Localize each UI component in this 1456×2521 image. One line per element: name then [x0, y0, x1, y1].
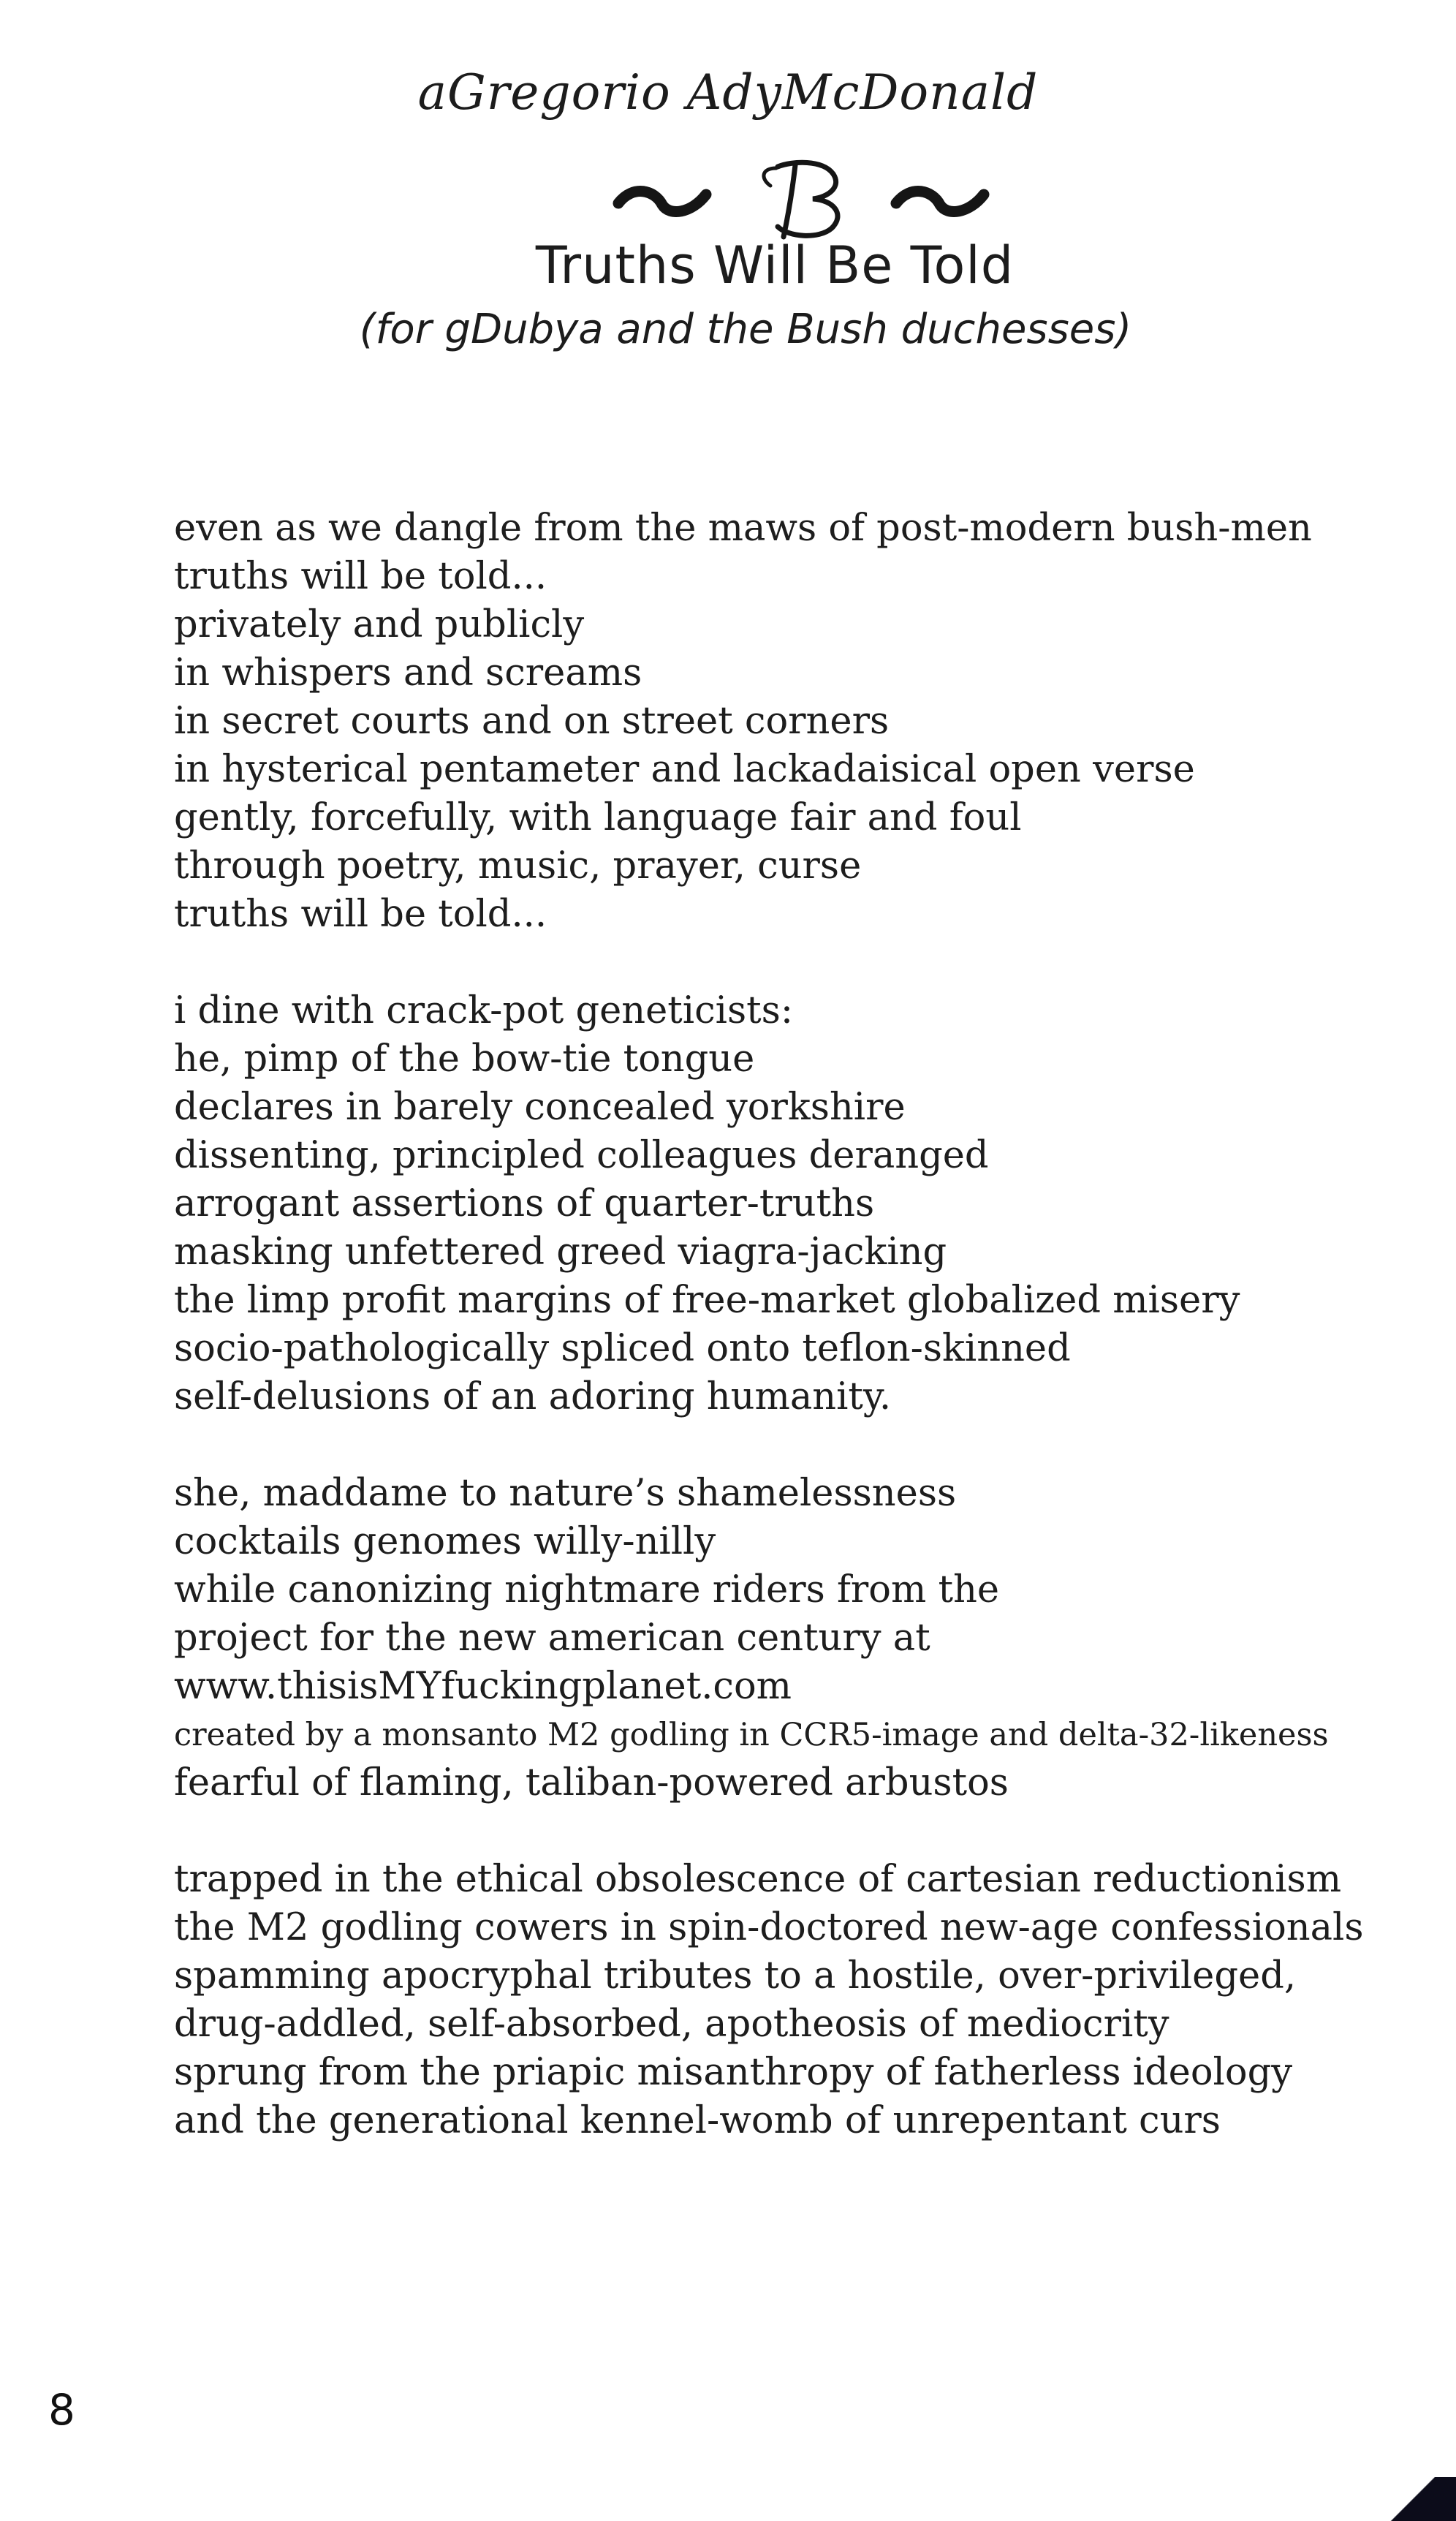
poem-line: www.thisisMYfuckingplanet.com [174, 1665, 792, 1708]
poem-line: created by a monsanto M2 godling in CCR5-image and delta-32-likeness [174, 1717, 1329, 1753]
poem-line: project for the new american century at [174, 1617, 930, 1660]
stanza-2 [174, 987, 1417, 1421]
stanza-4 [174, 1856, 1417, 2145]
poem-line: fearful of flaming, taliban-powered arbustos [174, 1761, 1009, 1804]
poem-line: through poetry, music, prayer, curse [174, 844, 862, 888]
author-name: aGregorio AdyMcDonald [417, 64, 1039, 121]
poem-line: in secret courts and on street corners [174, 700, 890, 743]
poem-line: the limp profit margins of free-market globalized misery [174, 1279, 1240, 1322]
poem-line: spamming apocryphal tributes to a hostile, over-privileged, [174, 1954, 1297, 1997]
poem-body [174, 504, 1417, 2193]
poem-line: in whispers and screams [174, 651, 642, 695]
poem-line: trapped in the ethical obsolescence of cartesian reductionism [174, 1858, 1342, 1901]
poem-line: privately and publicly [174, 603, 585, 646]
poem-line: even as we dangle from the maws of post-modern bush-men [174, 507, 1312, 550]
poem-line: and the generational kennel-womb of unrepentant curs [174, 2099, 1221, 2142]
poem-line: cocktails genomes willy-nilly [174, 1520, 716, 1563]
poem-line: truths will be told... [174, 555, 547, 598]
poem-title: Truths Will Be Told [535, 235, 1015, 295]
ornamental-b-flourish-icon [604, 146, 998, 249]
poem-line: self-delusions of an adoring humanity. [174, 1375, 892, 1418]
poem-line: he, pimp of the bow-tie tongue [174, 1037, 755, 1081]
poem-line: while canonizing nightmare riders from the [174, 1568, 1000, 1611]
poem-line: drug-addled, self-absorbed, apotheosis of mediocrity [174, 2003, 1169, 2046]
poem-line: dissenting, principled colleagues deranged [174, 1134, 989, 1177]
stanza-1 [174, 504, 1417, 939]
poem-line: arrogant assertions of quarter-truths [174, 1182, 875, 1225]
poem-line: declares in barely concealed yorkshire [174, 1086, 906, 1129]
poem-line: masking unfettered greed viagra-jacking [174, 1231, 947, 1274]
page-number: 8 [48, 2385, 75, 2435]
stanza-3 [174, 1470, 1417, 1807]
poem-line: the M2 godling cowers in spin-doctored new-age confessionals [174, 1906, 1364, 1949]
poem-line: gently, forcefully, with language fair and foul [174, 796, 1022, 839]
poem-line: i dine with crack-pot geneticists: [174, 989, 794, 1032]
poem-line: she, maddame to nature’s shamelessness [174, 1472, 957, 1515]
poem-line: sprung from the priapic misanthropy of fatherless ideology [174, 2051, 1293, 2094]
page-corner-shadow [1368, 2477, 1456, 2521]
poem-line: in hysterical pentameter and lackadaisical open verse [174, 748, 1195, 791]
poem-line: socio-pathologically spliced onto teflon-skinned [174, 1327, 1071, 1370]
poem-line: truths will be told... [174, 893, 547, 936]
poem-dedication: (for gDubya and the Bush duchesses) [359, 306, 1132, 353]
